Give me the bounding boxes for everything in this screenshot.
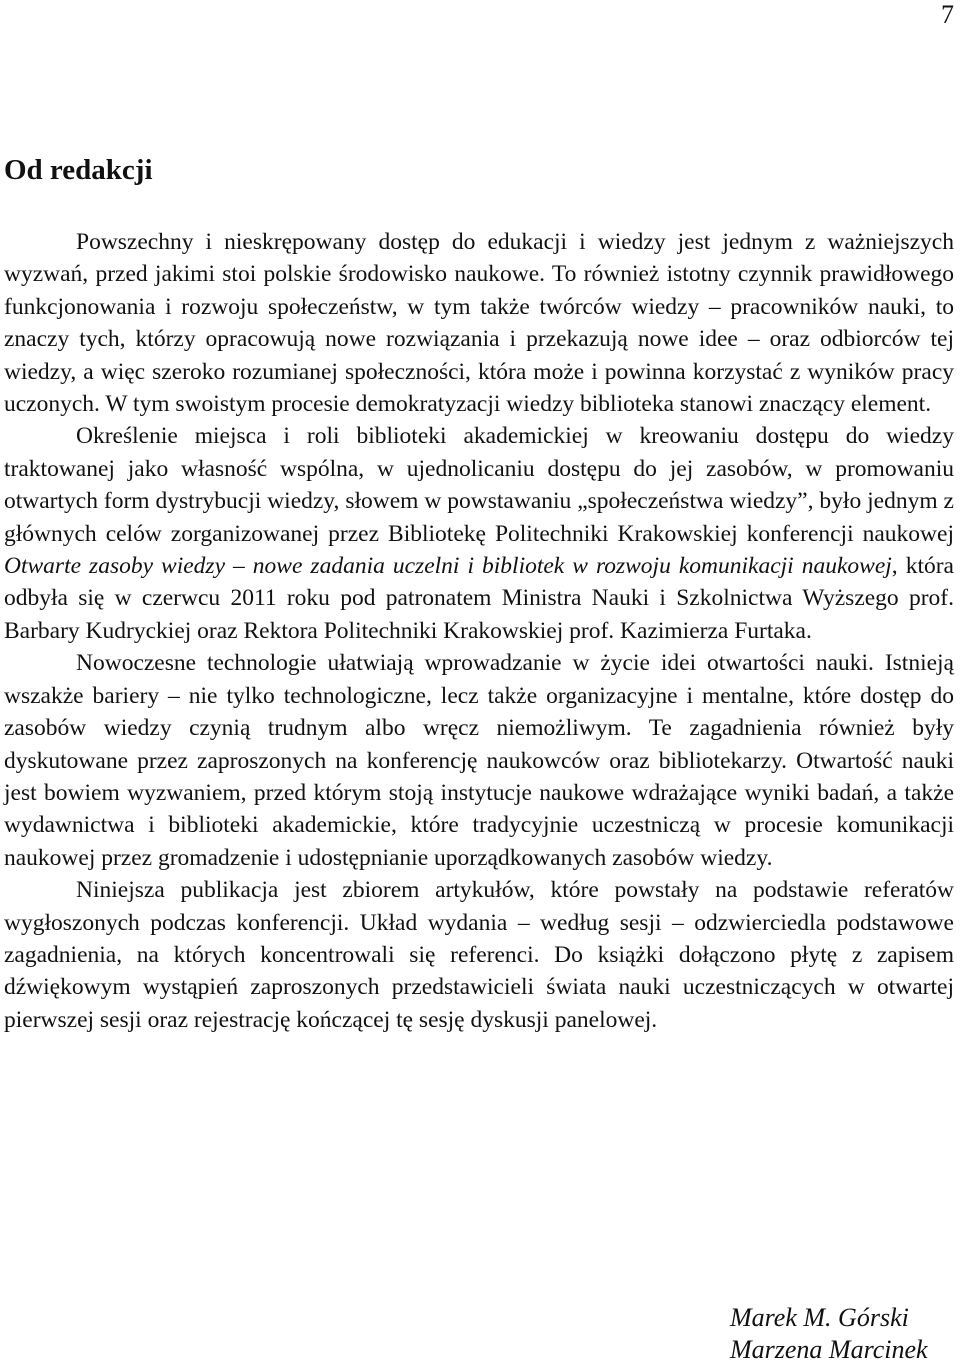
paragraph-3-text: Nowoczesne technologie ułatwiają wprowadzanie w życie idei otwartości nauki. Istnieją wszakże bariery – nie tylko technologiczne, lecz także organizacyjne i mentalne, które dostęp do zasobów wiedzy czynią trudnym albo wręcz niemożliwym. Te zagadnienia również były dyskutowane przez zaproszonych na konferencję naukowców oraz bibliotekarzy. Otwartość nauki jest bowiem wyzwaniem, przed którym stoją instytucje naukowe wdrażające wyniki badań, a także wydawnictwa i biblioteki akademickie, które tradycyjnie uczestniczą w procesie komunikacji naukowej przez gromadzenie i udostępnianie uporządkowanych zasobów wiedzy. <box>4 650 954 871</box>
paragraph-2-text-end: , która odbyła się w czerwcu 2011 roku pod patronatem Ministra Nauki i Szkolnictwa Wyższego prof. Barbary Kudryckiej oraz Rektora Politechniki Krakowskiej prof. Kazimierza Furtaka. <box>4 553 954 644</box>
conference-title: Otwarte zasoby wiedzy – nowe zadania uczelni i bibliotek w rozwoju komunikacji naukowej <box>4 553 892 580</box>
page-number: 7 <box>941 0 954 29</box>
paragraph-2 <box>4 420 954 647</box>
paragraph-4-text: Niniejsza publikacja jest zbiorem artykułów, które powstały na podstawie referatów wygłoszonych podczas konferencji. Układ wydania – według sesji – odzwierciedla podstawowe zagadnienia, na których koncentrowali się referenci. Do książki dołączono płytę z zapisem dźwiękowym wystąpień zaproszonych przedstawicieli świata nauki uczestniczących w otwartej pierwszej sesji oraz rejestrację kończącej tę sesję dyskusji panelowej. <box>4 877 954 1033</box>
paragraph-2-text-start: Określenie miejsca i roli biblioteki akademickiej w kreowaniu dostępu do wiedzy traktowanej jako własność wspólna, w ujednolicaniu dostępu do jej zasobów, w promowaniu otwartych form dystrybucji wiedzy, słowem w powstawaniu „społeczeństwa wiedzy”, było jednym z głównych celów zorganizowanej przez Bibliotekę Politechniki Krakowskiej konferencji naukowej <box>4 423 954 547</box>
body-text <box>4 226 954 1036</box>
paragraph-1-text: Powszechny i nieskrępowany dostęp do edukacji i wiedzy jest jednym z ważniejszych wyzwań, przed jakimi stoi polskie środowisko naukowe. To również istotny czynnik prawidłowego funkcjonowania i rozwoju społeczeństw, w tym także twórców wiedzy – pracowników nauki, to znaczy tych, którzy opracowują nowe rozwiązania i przekazują nowe idee – oraz odbiorców tej wiedzy, a więc szeroko rozumianej społeczności, która może i powinna korzystać z wyników pracy uczonych. W tym swoistym procesie demokratyzacji wiedzy biblioteka stanowi znaczący element. <box>4 229 954 418</box>
paragraph-1 <box>4 226 954 420</box>
signature-2: Marzena Marcinek <box>730 1335 928 1364</box>
page-title: Od redakcji <box>4 154 153 186</box>
signatures <box>730 1302 928 1366</box>
paragraph-3 <box>4 647 954 874</box>
paragraph-4 <box>4 874 954 1036</box>
signature-1: Marek M. Górski <box>730 1303 909 1332</box>
